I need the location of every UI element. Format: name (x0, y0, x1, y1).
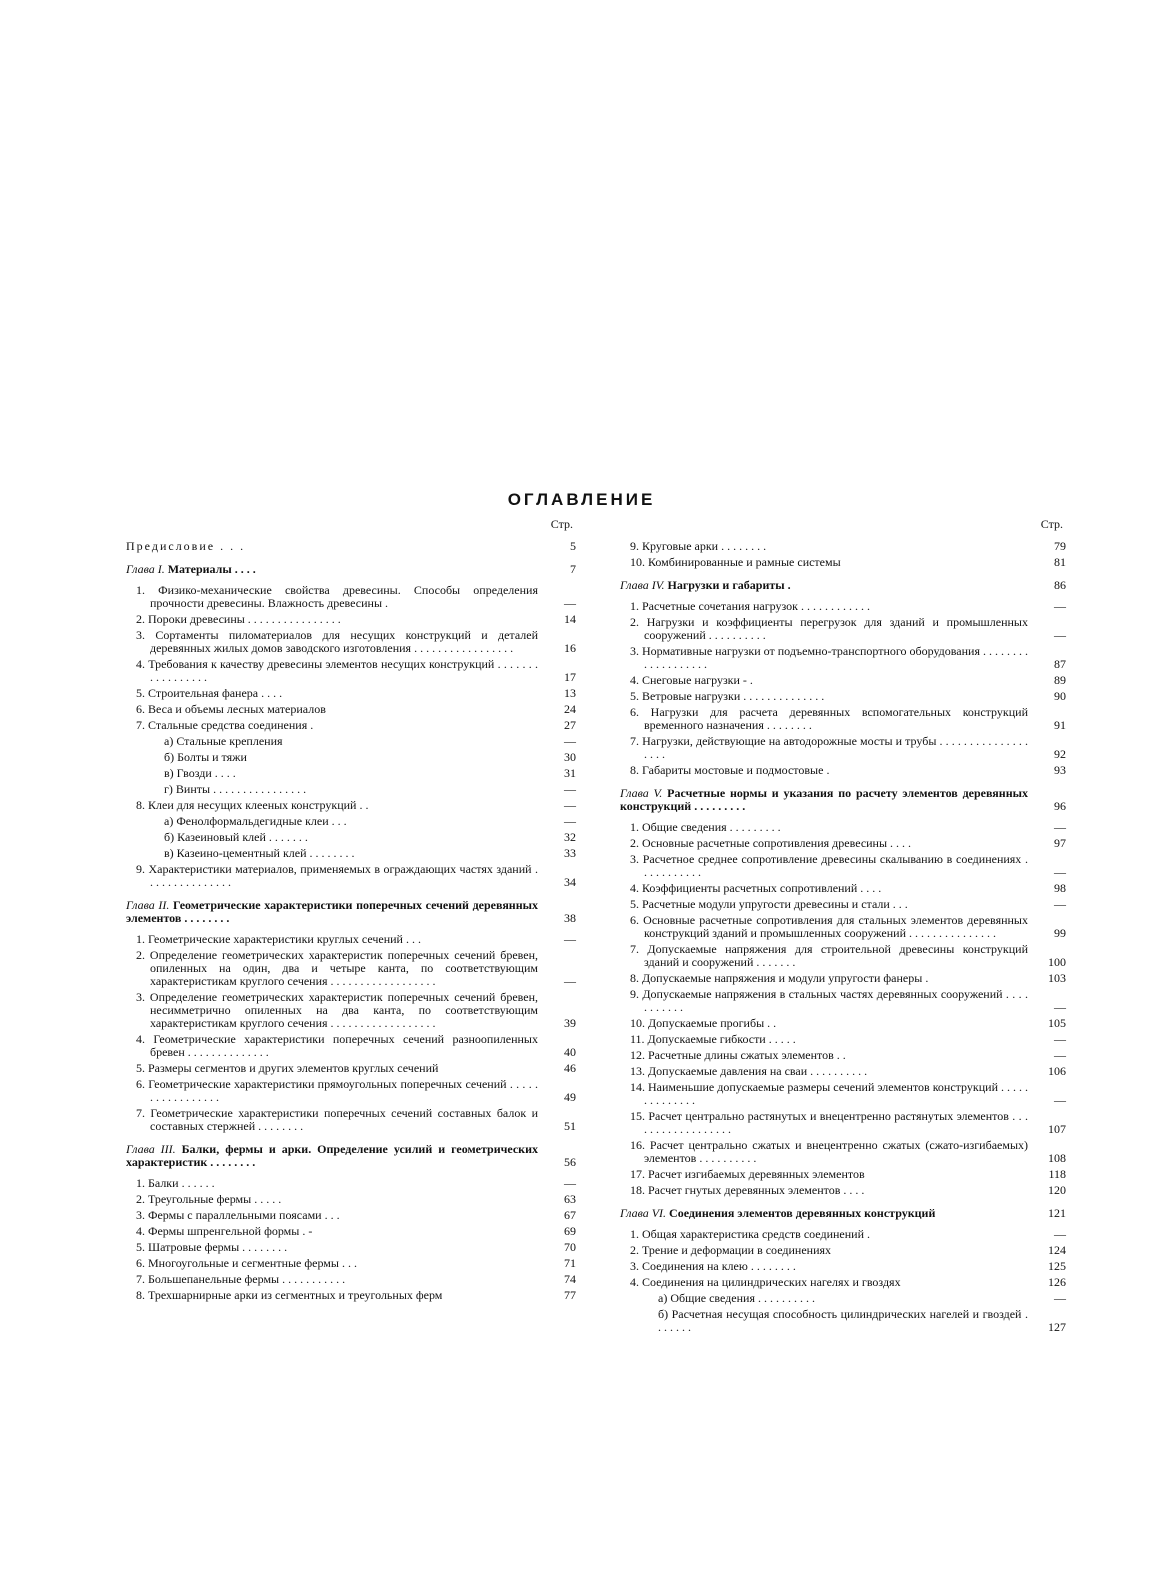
toc-entry (620, 600, 1066, 613)
toc-entry-title: 2. Трение и деформации в соединениях (630, 1243, 832, 1257)
toc-entry-title: б) Казеиновый клей . . . . . . . (164, 830, 308, 844)
toc-entry (620, 988, 1066, 1014)
toc-entry (620, 645, 1066, 671)
toc-chapter-entry (620, 787, 1066, 813)
toc-page-number: 33 (564, 846, 576, 860)
toc-list-left (126, 540, 576, 1302)
toc-entry-title: 7. Допускаемые напряжения для строительной древесины конструкций зданий и сооружений . . . . . . . (630, 942, 1028, 969)
toc-entry-title: 8. Допускаемые напряжения и модули упругости фанеры . (630, 971, 929, 985)
toc-entry-title: 2. Треугольные фермы . . . . . (136, 1192, 282, 1206)
toc-entry (126, 991, 576, 1030)
toc-subentry (620, 1292, 1066, 1305)
toc-page-number: 127 (1048, 1320, 1066, 1334)
toc-entry-title: 14. Наименьшие допускаемые размеры сечений элементов конструкций . . . . . . . . . . . . . . (630, 1080, 1028, 1107)
toc-entry-title (126, 563, 538, 576)
chapter-title: Материалы . . . . (167, 562, 256, 576)
toc-page-number: 105 (1048, 1016, 1066, 1030)
toc-page-number: — (1054, 628, 1066, 642)
toc-entry (126, 719, 576, 732)
toc-page-number: 121 (1048, 1206, 1066, 1220)
toc-entry (126, 613, 576, 626)
toc-entry-title: 2. Пороки древесины . . . . . . . . . . . . . . . . (136, 612, 341, 626)
toc-entry (126, 687, 576, 700)
toc-page-number: 93 (1054, 763, 1066, 777)
toc-page-number: 63 (564, 1192, 576, 1206)
toc-page-number: 34 (564, 875, 576, 889)
toc-entry-title: г) Винты . . . . . . . . . . . . . . . . (164, 782, 307, 796)
toc-chapter-entry (126, 899, 576, 925)
toc-entry-title: 1. Балки . . . . . . (136, 1176, 215, 1190)
toc-page-number: — (1054, 1048, 1066, 1062)
toc-page-number: 5 (570, 539, 576, 553)
page-title: ОГЛАВЛЕНИЕ (507, 490, 656, 509)
toc-entry (126, 933, 576, 946)
toc-entry (126, 1289, 576, 1302)
toc-entry (620, 764, 1066, 777)
toc-subentry (126, 751, 576, 764)
toc-page-number: 120 (1048, 1183, 1066, 1197)
toc-chapter-entry (620, 579, 1066, 592)
toc-entry-title: 6. Веса и объемы лесных материалов (136, 702, 326, 716)
toc-entry-title (620, 1207, 1028, 1220)
toc-page-number: 30 (564, 750, 576, 764)
toc-entry-title: 6. Многоугольные и сегментные фермы . . . (136, 1256, 357, 1270)
chapter-title: Соединения элементов деревянных конструкций (669, 1206, 936, 1220)
toc-entry-title: 5. Размеры сегментов и других элементов круглых сечений (136, 1061, 439, 1075)
toc-entry-title: 9. Характеристики материалов, применяемых в ограждающих частях зданий . . . . . . . . . . . . . . . (136, 862, 538, 889)
toc-entry-title: 10. Допускаемые прогибы . . (630, 1016, 777, 1030)
toc-entry-title: 2. Нагрузки и коэффициенты перегрузок для зданий и промышленных сооружений . . . . . . . . . . (630, 615, 1028, 642)
toc-entry (620, 1139, 1066, 1165)
chapter-title: Нагрузки и габариты . (667, 578, 791, 592)
toc-entry-title: 1. Физико-механические свойства древесины. Способы определения прочности древесины. Влажность древесины . (136, 583, 538, 610)
toc-entry-title: б) Расчетная несущая способность цилиндрических нагелей и гвоздей . . . . . . . (658, 1307, 1028, 1334)
toc-page-number: — (1054, 820, 1066, 834)
toc-entry-title: 5. Строительная фанера . . . . (136, 686, 283, 700)
toc-page-number: 56 (564, 1155, 576, 1169)
toc-entry-title: 1. Расчетные сочетания нагрузок . . . . . . . . . . . . (630, 599, 870, 613)
toc-entry-title: 11. Допускаемые гибкости . . . . . (630, 1032, 796, 1046)
toc-page-number: 118 (1048, 1167, 1066, 1181)
toc-page-number: 108 (1048, 1151, 1066, 1165)
toc-entry-title: 4. Коэффициенты расчетных сопротивлений . . . . (630, 881, 882, 895)
toc-subentry (126, 831, 576, 844)
toc-entry-title: 3. Сортаменты пиломатериалов для несущих конструкций и деталей деревянных жилых домов заводского изготовления . . . . . . . . . . . . . . . . . (136, 628, 538, 655)
toc-entry-title: 18. Расчет гнутых деревянных элементов . . . . (630, 1183, 865, 1197)
toc-entry (126, 1257, 576, 1270)
toc-entry (620, 882, 1066, 895)
toc-entry (620, 706, 1066, 732)
toc-page-number: 71 (564, 1256, 576, 1270)
toc-entry (620, 837, 1066, 850)
toc-entry-title: 1. Геометрические характеристики круглых сечений . . . (136, 932, 421, 946)
toc-page-number: — (564, 974, 576, 988)
toc-page-number: 98 (1054, 881, 1066, 895)
toc-entry (620, 914, 1066, 940)
toc-entry (126, 799, 576, 812)
toc-entry (620, 853, 1066, 879)
toc-entry (620, 972, 1066, 985)
toc-page-number: 77 (564, 1288, 576, 1302)
toc-page-number: 96 (1054, 799, 1066, 813)
toc-page-number: 126 (1048, 1275, 1066, 1289)
toc-page-number: 40 (564, 1045, 576, 1059)
toc-entry (126, 1177, 576, 1190)
toc-entry (126, 1225, 576, 1238)
toc-entry (620, 735, 1066, 761)
chapter-title: Расчетные нормы и указания по расчету элементов деревянных конструкций . . . . . . . . . (620, 786, 1029, 813)
toc-page-number: 86 (1054, 578, 1066, 592)
toc-page-number: — (1054, 1000, 1066, 1014)
toc-page-number: — (1054, 599, 1066, 613)
toc-page-number: 124 (1048, 1243, 1066, 1257)
toc-entry (126, 1062, 576, 1075)
toc-page-number: — (564, 932, 576, 946)
toc-entry-title: 6. Нагрузки для расчета деревянных вспомогательных конструкций временного назначения . . . . . . . . (630, 705, 1028, 732)
toc-entry (620, 898, 1066, 911)
toc-subentry (126, 815, 576, 828)
toc-page-number: 99 (1054, 926, 1066, 940)
toc-page-number: — (1054, 1032, 1066, 1046)
toc-subentry (126, 767, 576, 780)
toc-entry-title: 13. Допускаемые давления на сваи . . . . . . . . . . (630, 1064, 868, 1078)
toc-entry-title (620, 579, 1028, 592)
toc-entry (126, 629, 576, 655)
toc-chapter-entry (126, 1143, 576, 1169)
toc-page-number: 49 (564, 1090, 576, 1104)
toc-page-number: 87 (1054, 657, 1066, 671)
toc-page-number: — (564, 734, 576, 748)
toc-entry-title: 7. Большепанельные фермы . . . . . . . . . . . (136, 1272, 346, 1286)
toc-page-number: — (1054, 1093, 1066, 1107)
toc-entry (620, 1081, 1066, 1107)
toc-entry-title: а) Фенолформальдегидные клеи . . . (164, 814, 347, 828)
toc-page-number: 90 (1054, 689, 1066, 703)
toc-page-number: 74 (564, 1272, 576, 1286)
toc-entry (126, 1273, 576, 1286)
toc-entry-title: 4. Требования к качеству древесины элементов несущих конструкций . . . . . . . . . . . . . . . . . (136, 657, 538, 684)
toc-entry-title: 8. Трехшарнирные арки из сегментных и треугольных ферм (136, 1288, 443, 1302)
toc-entry (620, 1065, 1066, 1078)
toc-page-number: 67 (564, 1208, 576, 1222)
toc-entry (620, 674, 1066, 687)
toc-entry-title: 2. Основные расчетные сопротивления древесины . . . . (630, 836, 912, 850)
toc-page-number: 79 (1054, 539, 1066, 553)
toc-page-number: 51 (564, 1119, 576, 1133)
toc-entry (126, 658, 576, 684)
toc-entry-title: 4. Геометрические характеристики поперечных сечений разноопиленных бревен . . . . . . . . . . . . . . (136, 1032, 538, 1059)
toc-entry (620, 821, 1066, 834)
chapter-title: Балки, фермы и арки. Определение усилий и геометрических характеристик . . . . . . . . (126, 1142, 539, 1169)
toc-entry-title: 5. Шатровые фермы . . . . . . . . (136, 1240, 288, 1254)
toc-entry-title: 8. Клеи для несущих клееных конструкций . . (136, 798, 369, 812)
chapter-title: Геометрические характеристики поперечных сечений деревянных элементов . . . . . . . . (126, 898, 539, 925)
toc-chapter-entry (620, 1207, 1066, 1220)
toc-list-right (620, 540, 1066, 1334)
toc-entry (620, 690, 1066, 703)
toc-entry-title: 6. Геометрические характеристики прямоугольных поперечных сечений . . . . . . . . . . . . . . . . . (136, 1077, 538, 1104)
toc-entry-title: 1. Общие сведения . . . . . . . . . (630, 820, 781, 834)
toc-page-number: 91 (1054, 718, 1066, 732)
toc-page-number: 97 (1054, 836, 1066, 850)
toc-page-number: 89 (1054, 673, 1066, 687)
toc-page-number: 92 (1054, 747, 1066, 761)
chapter-label: Глава II. (126, 898, 170, 912)
toc-entry (620, 556, 1066, 569)
toc-entry-title (126, 1143, 538, 1169)
toc-entry (126, 1209, 576, 1222)
toc-page-number: 70 (564, 1240, 576, 1254)
toc-page-number: — (1054, 1227, 1066, 1241)
toc-subentry (620, 1308, 1066, 1334)
toc-column-right (620, 518, 1066, 1337)
toc-entry (620, 943, 1066, 969)
toc-entry-title: 3. Определение геометрических характеристик поперечных сечений бревен, несимметрично опиленных на два канта, по соответствующим характеристикам круглого сечения . . . . . . . . . . . . . . . . . . (136, 990, 538, 1030)
toc-page-number: 106 (1048, 1064, 1066, 1078)
toc-entry (126, 1078, 576, 1104)
toc-entry-title: 3. Расчетное среднее сопротивление древесины скалыванию в соединениях . . . . . . . . . . . (630, 852, 1028, 879)
toc-page-number: 24 (564, 702, 576, 716)
toc-entry-title: 15. Расчет центрально растянутых и внецентренно растянутых элементов . . . . . . . . . . . . . . . . . . (630, 1109, 1028, 1136)
toc-entry-title: 3. Нормативные нагрузки от подъемно-транспортного оборудования . . . . . . . . . . . . . . . . . . . (630, 644, 1028, 671)
toc-entry-title: а) Стальные крепления (164, 734, 283, 748)
toc-page-number: 13 (564, 686, 576, 700)
toc-entry (126, 1193, 576, 1206)
chapter-label: Глава I. (126, 562, 165, 576)
toc-column-left (126, 518, 576, 1305)
toc-page-number: 17 (564, 670, 576, 684)
toc-page-number: — (1054, 1291, 1066, 1305)
toc-subentry (126, 783, 576, 796)
toc-page-number: 69 (564, 1224, 576, 1238)
toc-page-number: — (564, 596, 576, 610)
toc-entry (126, 1033, 576, 1059)
toc-entry-title: 1. Общая характеристика средств соединений . (630, 1227, 870, 1241)
chapter-label: Глава IV. (620, 578, 665, 592)
toc-entry (620, 1184, 1066, 1197)
toc-entry (126, 703, 576, 716)
toc-entry (620, 1033, 1066, 1046)
toc-page-number: 38 (564, 911, 576, 925)
toc-entry-title: 7. Стальные средства соединения . (136, 718, 314, 732)
toc-entry-title: 4. Фермы шпренгельной формы . - (136, 1224, 313, 1238)
toc-entry (620, 1110, 1066, 1136)
toc-entry-title: 5. Расчетные модули упругости древесины и стали . . . (630, 897, 908, 911)
toc-page-number: — (564, 782, 576, 796)
toc-page-number: — (564, 814, 576, 828)
toc-page-number: 46 (564, 1061, 576, 1075)
toc-entry-title: 9. Допускаемые напряжения в стальных частях деревянных сооружений . . . . . . . . . . . (630, 987, 1028, 1014)
toc-chapter-entry (126, 563, 576, 576)
toc-page-number: 31 (564, 766, 576, 780)
toc-entry-title: 6. Основные расчетные сопротивления для стальных элементов деревянных конструкций зданий и промышленных сооружений . . . . . . . . . . . . . . . (630, 913, 1028, 940)
toc-entry-title: 4. Соединения на цилиндрических нагелях и гвоздях (630, 1275, 901, 1289)
toc-entry-title: 8. Габариты мостовые и подмостовые . (630, 763, 830, 777)
toc-page-number: 7 (570, 562, 576, 576)
toc-entry (126, 1107, 576, 1133)
toc-entry-title: 9. Круговые арки . . . . . . . . (630, 539, 767, 553)
toc-entry-title: 2. Определение геометрических характеристик поперечных сечений бревен, опиленных на один, два и четыре канта, по соответствующим характеристикам круглого сечения . . . . . . . . . . . . . . . . . . (136, 948, 538, 988)
toc-entry-title: 7. Нагрузки, действующие на автодорожные мосты и трубы . . . . . . . . . . . . . . . . . . . (630, 734, 1028, 761)
toc-entry-title: 3. Фермы с параллельными поясами . . . (136, 1208, 340, 1222)
toc-subentry (126, 735, 576, 748)
toc-entry-title: 7. Геометрические характеристики поперечных сечений составных балок и составных стержней . . . . . . . . (136, 1106, 538, 1133)
toc-entry-title: 3. Соединения на клею . . . . . . . . (630, 1259, 796, 1273)
toc-page-number: 81 (1054, 555, 1066, 569)
toc-page-number: 107 (1048, 1122, 1066, 1136)
toc-entry (126, 1241, 576, 1254)
toc-page-number: 27 (564, 718, 576, 732)
chapter-label: Глава VI. (620, 1206, 667, 1220)
toc-entry (620, 1228, 1066, 1241)
toc-page-number: — (564, 798, 576, 812)
toc-entry-title: в) Гвозди . . . . (164, 766, 236, 780)
toc-entry (126, 863, 576, 889)
toc-page-number: 39 (564, 1016, 576, 1030)
toc-page-number: 32 (564, 830, 576, 844)
toc-entry-title: 5. Ветровые нагрузки . . . . . . . . . . . . . . (630, 689, 825, 703)
toc-entry-title: 12. Расчетные длины сжатых элементов . . (630, 1048, 846, 1062)
toc-entry-title: Предисловие . . . (126, 539, 246, 553)
toc-entry-title: 17. Расчет изгибаемых деревянных элементов (630, 1167, 865, 1181)
toc-page-number: 125 (1048, 1259, 1066, 1273)
toc-entry (620, 1017, 1066, 1030)
toc-entry (620, 616, 1066, 642)
toc-entry-title: 16. Расчет центрально сжатых и внецентренно сжатых (сжато-изгибаемых) элементов . . . . . . . . . . (630, 1138, 1028, 1165)
page-column-header: Стр. (1040, 517, 1063, 531)
toc-entry (620, 1244, 1066, 1257)
toc-subentry (126, 847, 576, 860)
toc-page-number: 16 (564, 641, 576, 655)
page-column-header: Стр. (550, 517, 573, 531)
toc-entry-title: 4. Снеговые нагрузки - . (630, 673, 753, 687)
toc-entry (126, 584, 576, 610)
toc-page-number: 103 (1048, 971, 1066, 985)
toc-page-number: — (1054, 897, 1066, 911)
toc-preface-entry (126, 540, 576, 553)
toc-entry-title: 10. Комбинированные и рамные системы (630, 555, 841, 569)
chapter-label: Глава III. (126, 1142, 176, 1156)
toc-page-number: — (1054, 865, 1066, 879)
toc-page-number: — (564, 1176, 576, 1190)
toc-entry (126, 949, 576, 988)
toc-entry (620, 540, 1066, 553)
toc-entry (620, 1260, 1066, 1273)
toc-entry-title: в) Казеино-цементный клей . . . . . . . . (164, 846, 355, 860)
toc-entry-title (126, 899, 538, 925)
toc-entry-title: б) Болты и тяжи (164, 750, 247, 764)
toc-page-number: 100 (1048, 955, 1066, 969)
chapter-label: Глава V. (620, 786, 663, 800)
toc-entry (620, 1049, 1066, 1062)
toc-entry (620, 1168, 1066, 1181)
toc-page-number: 14 (564, 612, 576, 626)
toc-entry (620, 1276, 1066, 1289)
toc-entry-title (620, 787, 1028, 813)
toc-entry-title: а) Общие сведения . . . . . . . . . . (658, 1291, 815, 1305)
